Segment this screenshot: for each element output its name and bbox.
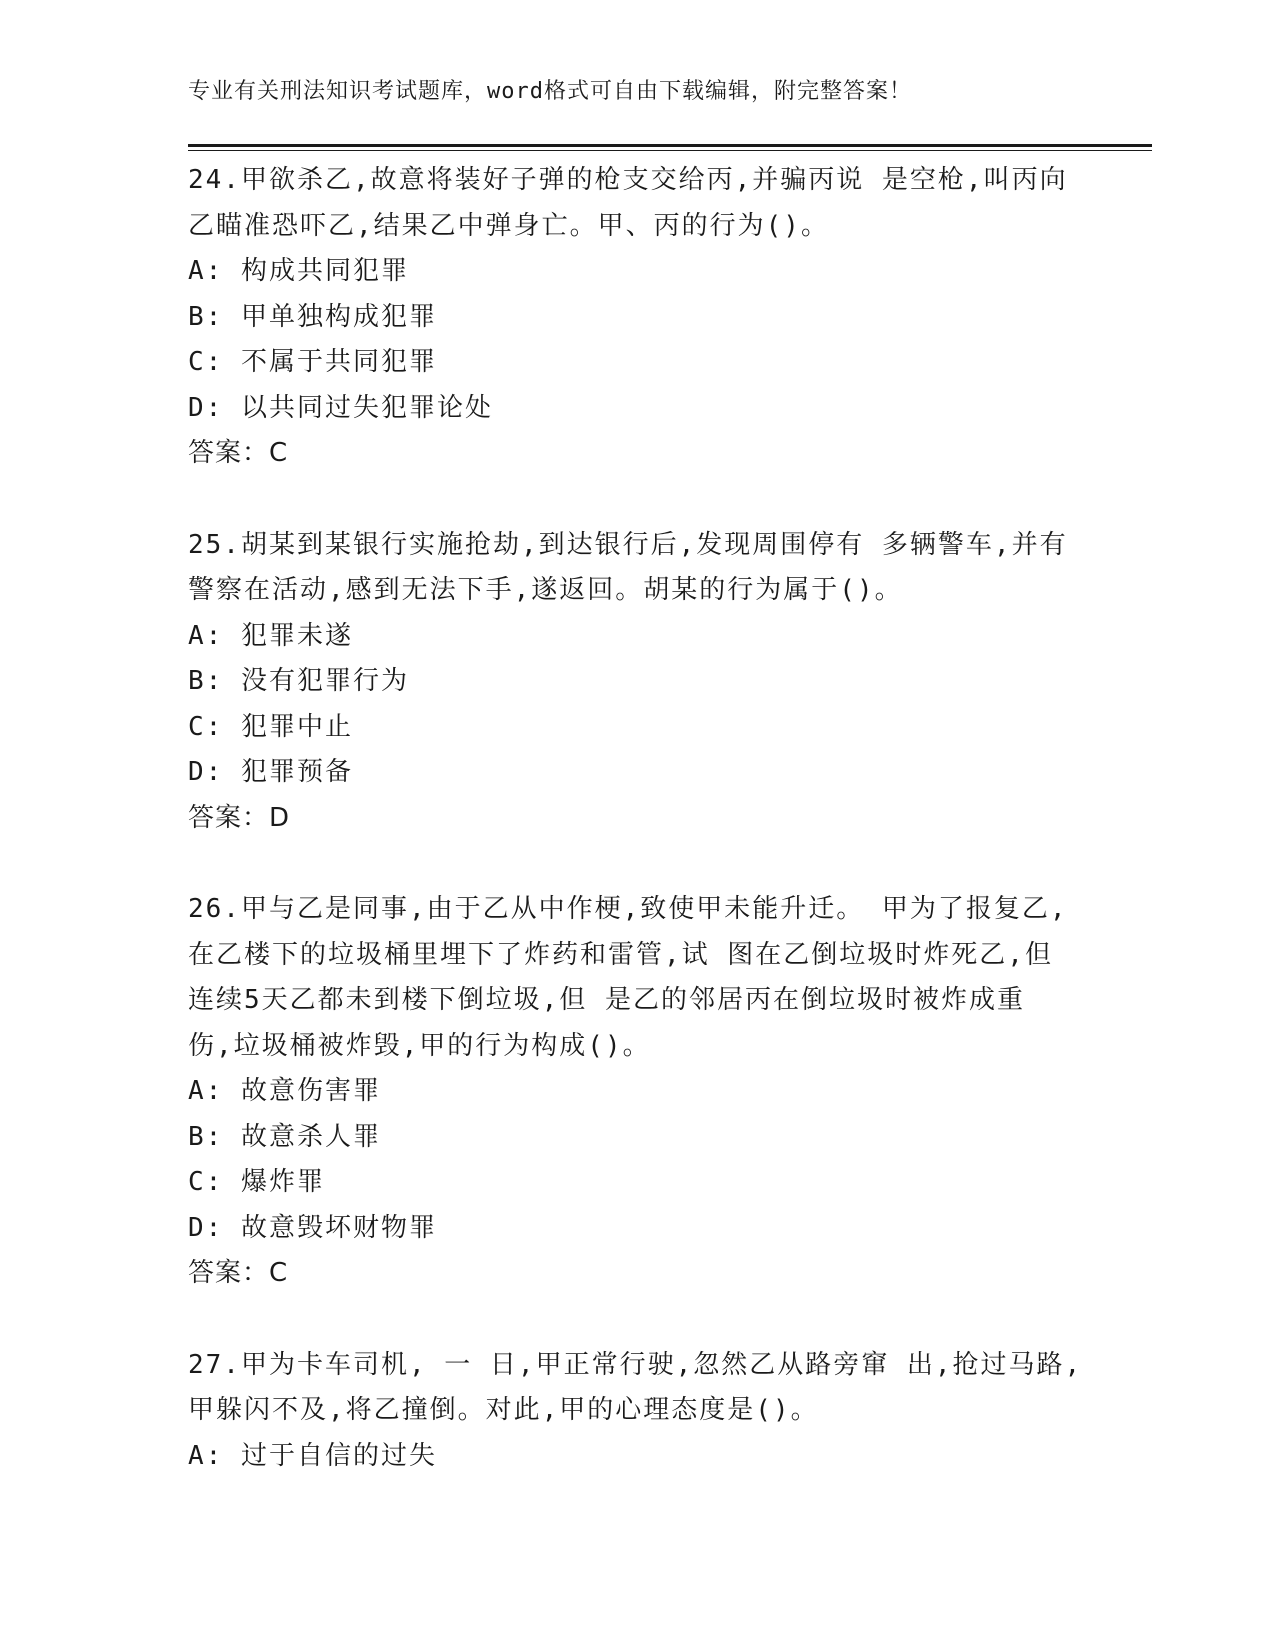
question-text-line: 警察在活动,感到无法下手,遂返回。胡某的行为属于()。 [188,575,903,605]
question-text-line: 25.胡某到某银行实施抢劫,到达银行后,发现周围停有 多辆警车,并有 [188,529,1068,560]
option-c: C: 不属于共同犯罪 [188,347,437,377]
question-26 [188,887,1118,1297]
answer: 答案：C [188,1258,289,1288]
option-b: B: 故意杀人罪 [188,1121,381,1152]
option-b: B: 没有犯罪行为 [188,666,409,696]
option-d: D: 以共同过失犯罪论处 [188,392,493,423]
option-d: D: 犯罪预备 [188,757,353,787]
answer: 答案：D [188,802,291,833]
option-c: C: 爆炸罪 [188,1167,325,1197]
option-b: B: 甲单独构成犯罪 [188,301,437,332]
option-d: D: 故意毁坏财物罪 [188,1212,437,1243]
question-text-line: 甲躲闪不及,将乙撞倒。对此,甲的心理态度是()。 [188,1395,819,1425]
page-header: 专业有关刑法知识考试题库，word格式可自由下载编辑，附完整答案！ [188,79,912,104]
question-text-line: 27.甲为卡车司机, 一 日,甲正常行驶,忽然乙从路旁窜 出,抢过马路, [188,1349,1083,1380]
question-24 [188,158,1118,477]
question-list [188,158,1118,1479]
question-text-line: 24.甲欲杀乙,故意将装好子弹的枪支交给丙,并骗丙说 是空枪,叫丙向 [188,165,1068,195]
question-text-line: 26.甲与乙是同事,由于乙从中作梗,致使甲未能升迁。 甲为了报复乙, [188,894,1068,924]
option-a: A: 构成共同犯罪 [188,256,409,286]
option-a: A: 故意伤害罪 [188,1076,381,1106]
option-a: A: 犯罪未遂 [188,620,353,651]
question-27 [188,1343,1118,1480]
header-rule-thin [188,150,1152,151]
spacer [188,841,1118,887]
spacer [188,477,1118,523]
option-a: A: 过于自信的过失 [188,1440,437,1471]
question-25 [188,523,1118,842]
question-text-line: 在乙楼下的垃圾桶里埋下了炸药和雷管,试 图在乙倒垃圾时炸死乙,但 [188,939,1053,970]
question-text-line: 连续5天乙都未到楼下倒垃圾,但 是乙的邻居丙在倒垃圾时被炸成重 [188,985,1025,1015]
option-c: C: 犯罪中止 [188,711,353,742]
header-rule-thick [188,144,1152,147]
spacer [188,1297,1118,1343]
question-text-line: 乙瞄准恐吓乙,结果乙中弹身亡。甲、丙的行为()。 [188,210,829,241]
answer: 答案：C [188,438,289,468]
question-text-line: 伤,垃圾桶被炸毁,甲的行为构成()。 [188,1030,651,1061]
